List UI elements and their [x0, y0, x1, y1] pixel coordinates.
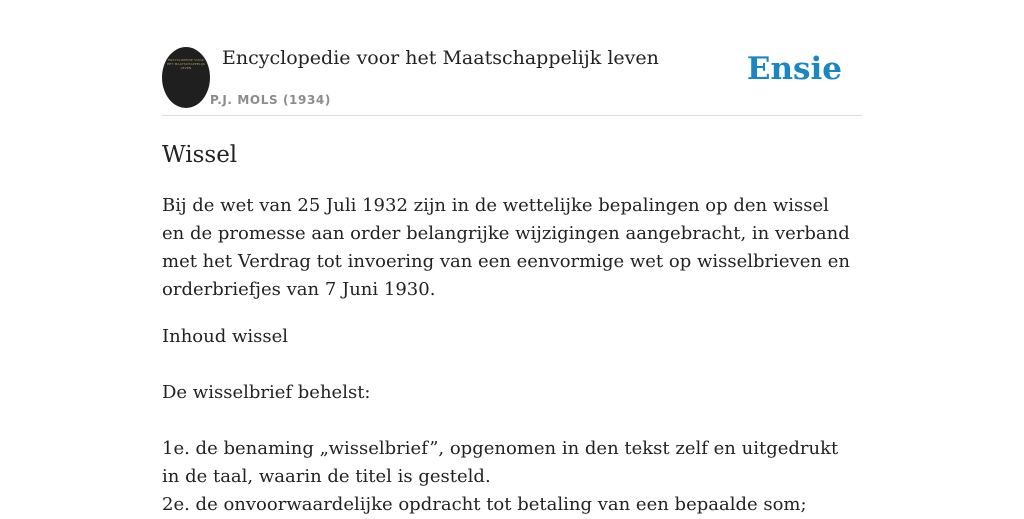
spacer	[162, 407, 852, 435]
book-cover-text: ENCYCLOPEDIE VOOR HET MAATSCHAPPELIJK LEVEN	[166, 58, 206, 70]
header	[162, 0, 862, 116]
book-title[interactable]: Encyclopedie voor het Maatschappelijk leven	[222, 47, 659, 69]
book-cover-thumbnail[interactable]	[162, 47, 210, 108]
section-heading: Inhoud wissel	[162, 326, 289, 347]
intro-paragraph: Bij de wet van 25 Juli 1932 zijn in de wettelijke bepalingen op den wissel en de promesse aan order belangrijke wijzigingen aangebracht, in verband met het Verdrag tot invoering van een eenvormige wet op wisselbrieven en orderbriefjes van 7 Juni 1930.	[162, 195, 850, 300]
list-item: 2e. de onvoorwaardelijke opdracht tot betaling van een bepaalde som;	[162, 494, 807, 515]
spacer	[162, 351, 852, 379]
ensie-logo-link[interactable]: Ensie	[746, 51, 842, 87]
author-label: P.J. MOLS (1934)	[210, 93, 331, 107]
list-item: 1e. de benaming „wisselbrief”, opgenomen in den tekst zelf en uitgedrukt in de taal, waarin de titel is gesteld.	[162, 438, 839, 487]
lead-paragraph: De wisselbrief behelst:	[162, 382, 371, 403]
article-title: Wissel	[162, 142, 238, 168]
article-body	[162, 192, 852, 519]
page-container	[162, 0, 862, 515]
